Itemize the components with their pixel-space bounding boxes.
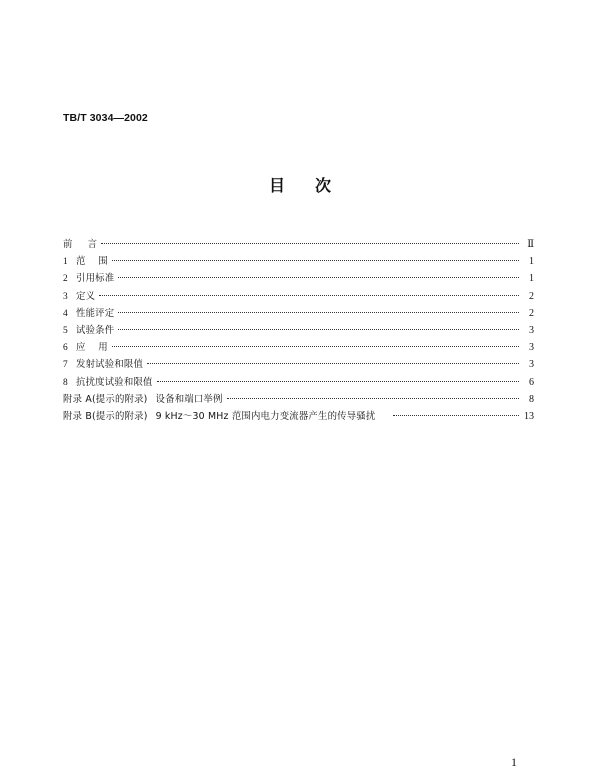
toc-entry-page: 6 <box>529 376 534 388</box>
toc-entry-page: 8 <box>529 393 534 405</box>
toc-entry-title: 引用标准 <box>76 273 115 285</box>
toc-entry-appendix-b[interactable] <box>63 408 534 425</box>
dot-leader <box>157 381 519 382</box>
toc-entry-title: 试验条件 <box>76 324 115 336</box>
toc-entry-title: 范 围 <box>76 256 108 268</box>
toc-entry-appendix-a[interactable] <box>63 391 534 408</box>
dot-leader <box>118 312 519 313</box>
toc-entry-title: 言 <box>87 239 98 250</box>
toc-entry-immunity[interactable] <box>63 374 534 391</box>
table-of-contents <box>63 236 534 425</box>
toc-entry-page: 3 <box>529 324 534 336</box>
toc-entry-page: 3 <box>529 359 534 371</box>
toc-entry-number: 8 <box>63 377 68 388</box>
toc-entry-number: 附录 A(提示的附录) <box>63 393 148 405</box>
toc-entry-number: 附录 B(提示的附录) <box>63 410 148 422</box>
toc-entry-label <box>63 270 114 288</box>
document-code: TB/T 3034—2002 <box>63 112 148 124</box>
toc-entry-page: 13 <box>524 410 534 422</box>
toc-entry-label <box>63 288 95 306</box>
toc-entry-normative-references[interactable] <box>63 270 534 287</box>
toc-entry-number: 2 <box>63 274 68 285</box>
dot-leader <box>393 415 519 416</box>
toc-entry-number: 前 <box>63 239 73 250</box>
dot-leader <box>118 329 519 330</box>
toc-entry-emission[interactable] <box>63 356 534 373</box>
toc-entry-label <box>63 391 223 408</box>
toc-entry-title: 抗扰度试验和限值 <box>76 376 153 388</box>
dot-leader <box>147 363 519 364</box>
toc-entry-number: 7 <box>63 360 68 371</box>
toc-entry-title: 设备和端口举例 <box>155 393 223 405</box>
toc-title <box>0 173 600 196</box>
toc-entry-number: 5 <box>63 325 68 336</box>
toc-entry-performance-criteria[interactable] <box>63 305 534 322</box>
toc-entry-label <box>63 374 153 392</box>
toc-entry-definitions[interactable] <box>63 288 534 305</box>
dot-leader <box>101 243 519 244</box>
toc-entry-page: 2 <box>529 307 534 319</box>
toc-title-part2: 次 <box>315 176 332 195</box>
toc-entry-scope[interactable] <box>63 253 534 270</box>
toc-entry-page: 2 <box>529 290 534 302</box>
toc-entry-foreword[interactable] <box>63 236 534 253</box>
toc-entry-application[interactable] <box>63 339 534 356</box>
toc-entry-title: 性能评定 <box>76 307 115 319</box>
toc-entry-label <box>63 305 114 323</box>
dot-leader <box>112 260 519 261</box>
toc-entry-number: 6 <box>63 343 68 354</box>
toc-entry-label <box>63 339 108 357</box>
toc-entry-title: 应 用 <box>76 342 108 354</box>
toc-entry-page: 1 <box>529 256 534 268</box>
toc-entry-label <box>63 322 114 340</box>
toc-entry-number: 3 <box>63 291 68 302</box>
toc-entry-title: 定义 <box>76 290 96 302</box>
toc-entry-label <box>63 408 375 425</box>
page-number: 1 <box>511 755 517 769</box>
toc-entry-test-conditions[interactable] <box>63 322 534 339</box>
dot-leader <box>118 277 519 278</box>
toc-entry-page: 1 <box>529 273 534 285</box>
toc-entry-number: 4 <box>63 308 68 319</box>
toc-entry-number: 1 <box>63 257 68 268</box>
dot-leader <box>99 295 519 296</box>
toc-entry-title: 9 kHz～30 MHz 范围内电力变流器产生的传导骚扰 <box>155 410 376 422</box>
dot-leader <box>112 346 519 347</box>
toc-entry-page: Ⅱ <box>527 239 534 250</box>
dot-leader <box>227 398 519 399</box>
toc-entry-page: 3 <box>529 342 534 354</box>
toc-title-part1: 目 <box>268 176 285 195</box>
toc-entry-label <box>63 236 97 253</box>
toc-entry-title: 发射试验和限值 <box>76 359 144 371</box>
toc-entry-label <box>63 253 108 271</box>
toc-entry-label <box>63 356 143 374</box>
